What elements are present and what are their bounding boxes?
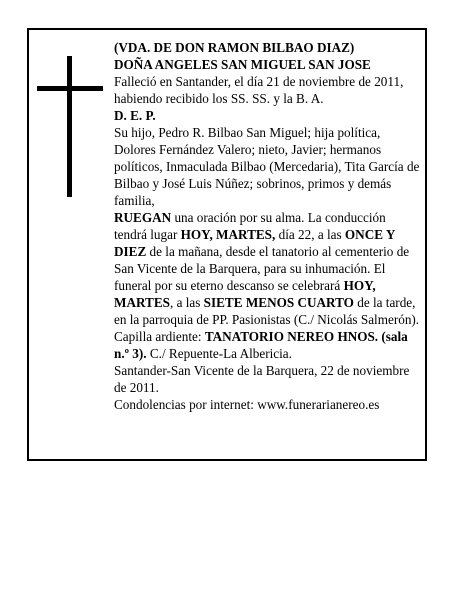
ruegan-text: RUEGAN — [114, 210, 172, 225]
obituary-text — [114, 39, 420, 413]
place-date: Santander-San Vicente de la Barquera, 22 de noviembre de 2011. — [114, 363, 410, 395]
hoy-martes-text-2: HOY, MARTES — [114, 278, 376, 310]
widow-header: (VDA. DE DON RAMON BILBAO DIAZ) — [114, 40, 355, 55]
deceased-name: DOÑA ANGELES SAN MIGUEL SAN JOSE — [114, 57, 371, 72]
siete-menos-cuarto-text: SIETE MENOS CUARTO — [203, 295, 354, 310]
service-details: RUEGAN una oración por su alma. La conducción tendrá lugar HOY, MARTES, día 22, a las ONCE Y DIEZ de la mañana, desde el tanatorio al cementerio de San Vicente de la Barquera, para su inhumación. El funeral por su eterno descanso se celebrará HOY, MARTES, a las SIETE MENOS CUARTO de la tarde, en la parroquia de PP. Pasionistas (C./ Nicolás Salmerón). Capilla ardiente: TANATORIO NEREO HNOS. (sala n.º 3). C./ Repuente-La Albericia. — [114, 210, 420, 361]
hoy-martes-text: HOY, MARTES, — [180, 227, 276, 242]
condolences-line: Condolencias por internet: www.funerarianereo.es — [114, 397, 380, 412]
cross-icon-crossbar — [37, 86, 103, 91]
cross-icon — [67, 56, 72, 197]
once-y-diez-text: ONCE Y DIEZ — [114, 227, 395, 259]
death-statement: Falleció en Santander, el día 21 de noviembre de 2011, habiendo recibido los SS. SS. y la B. A. — [114, 74, 404, 106]
tanatorio-text: TANATORIO NEREO HNOS. (sala n.º 3). — [114, 329, 408, 361]
family-list: Su hijo, Pedro R. Bilbao San Miguel; hija política, Dolores Fernández Valero; nieto, Javier; hermanos políticos, Inmaculada Bilbao (Mercedaria), Tita García de Bilbao y José Luis Núñez; sobrinos, primos y demás familia, — [114, 125, 420, 208]
dep-line: D. E. P. — [114, 108, 156, 123]
